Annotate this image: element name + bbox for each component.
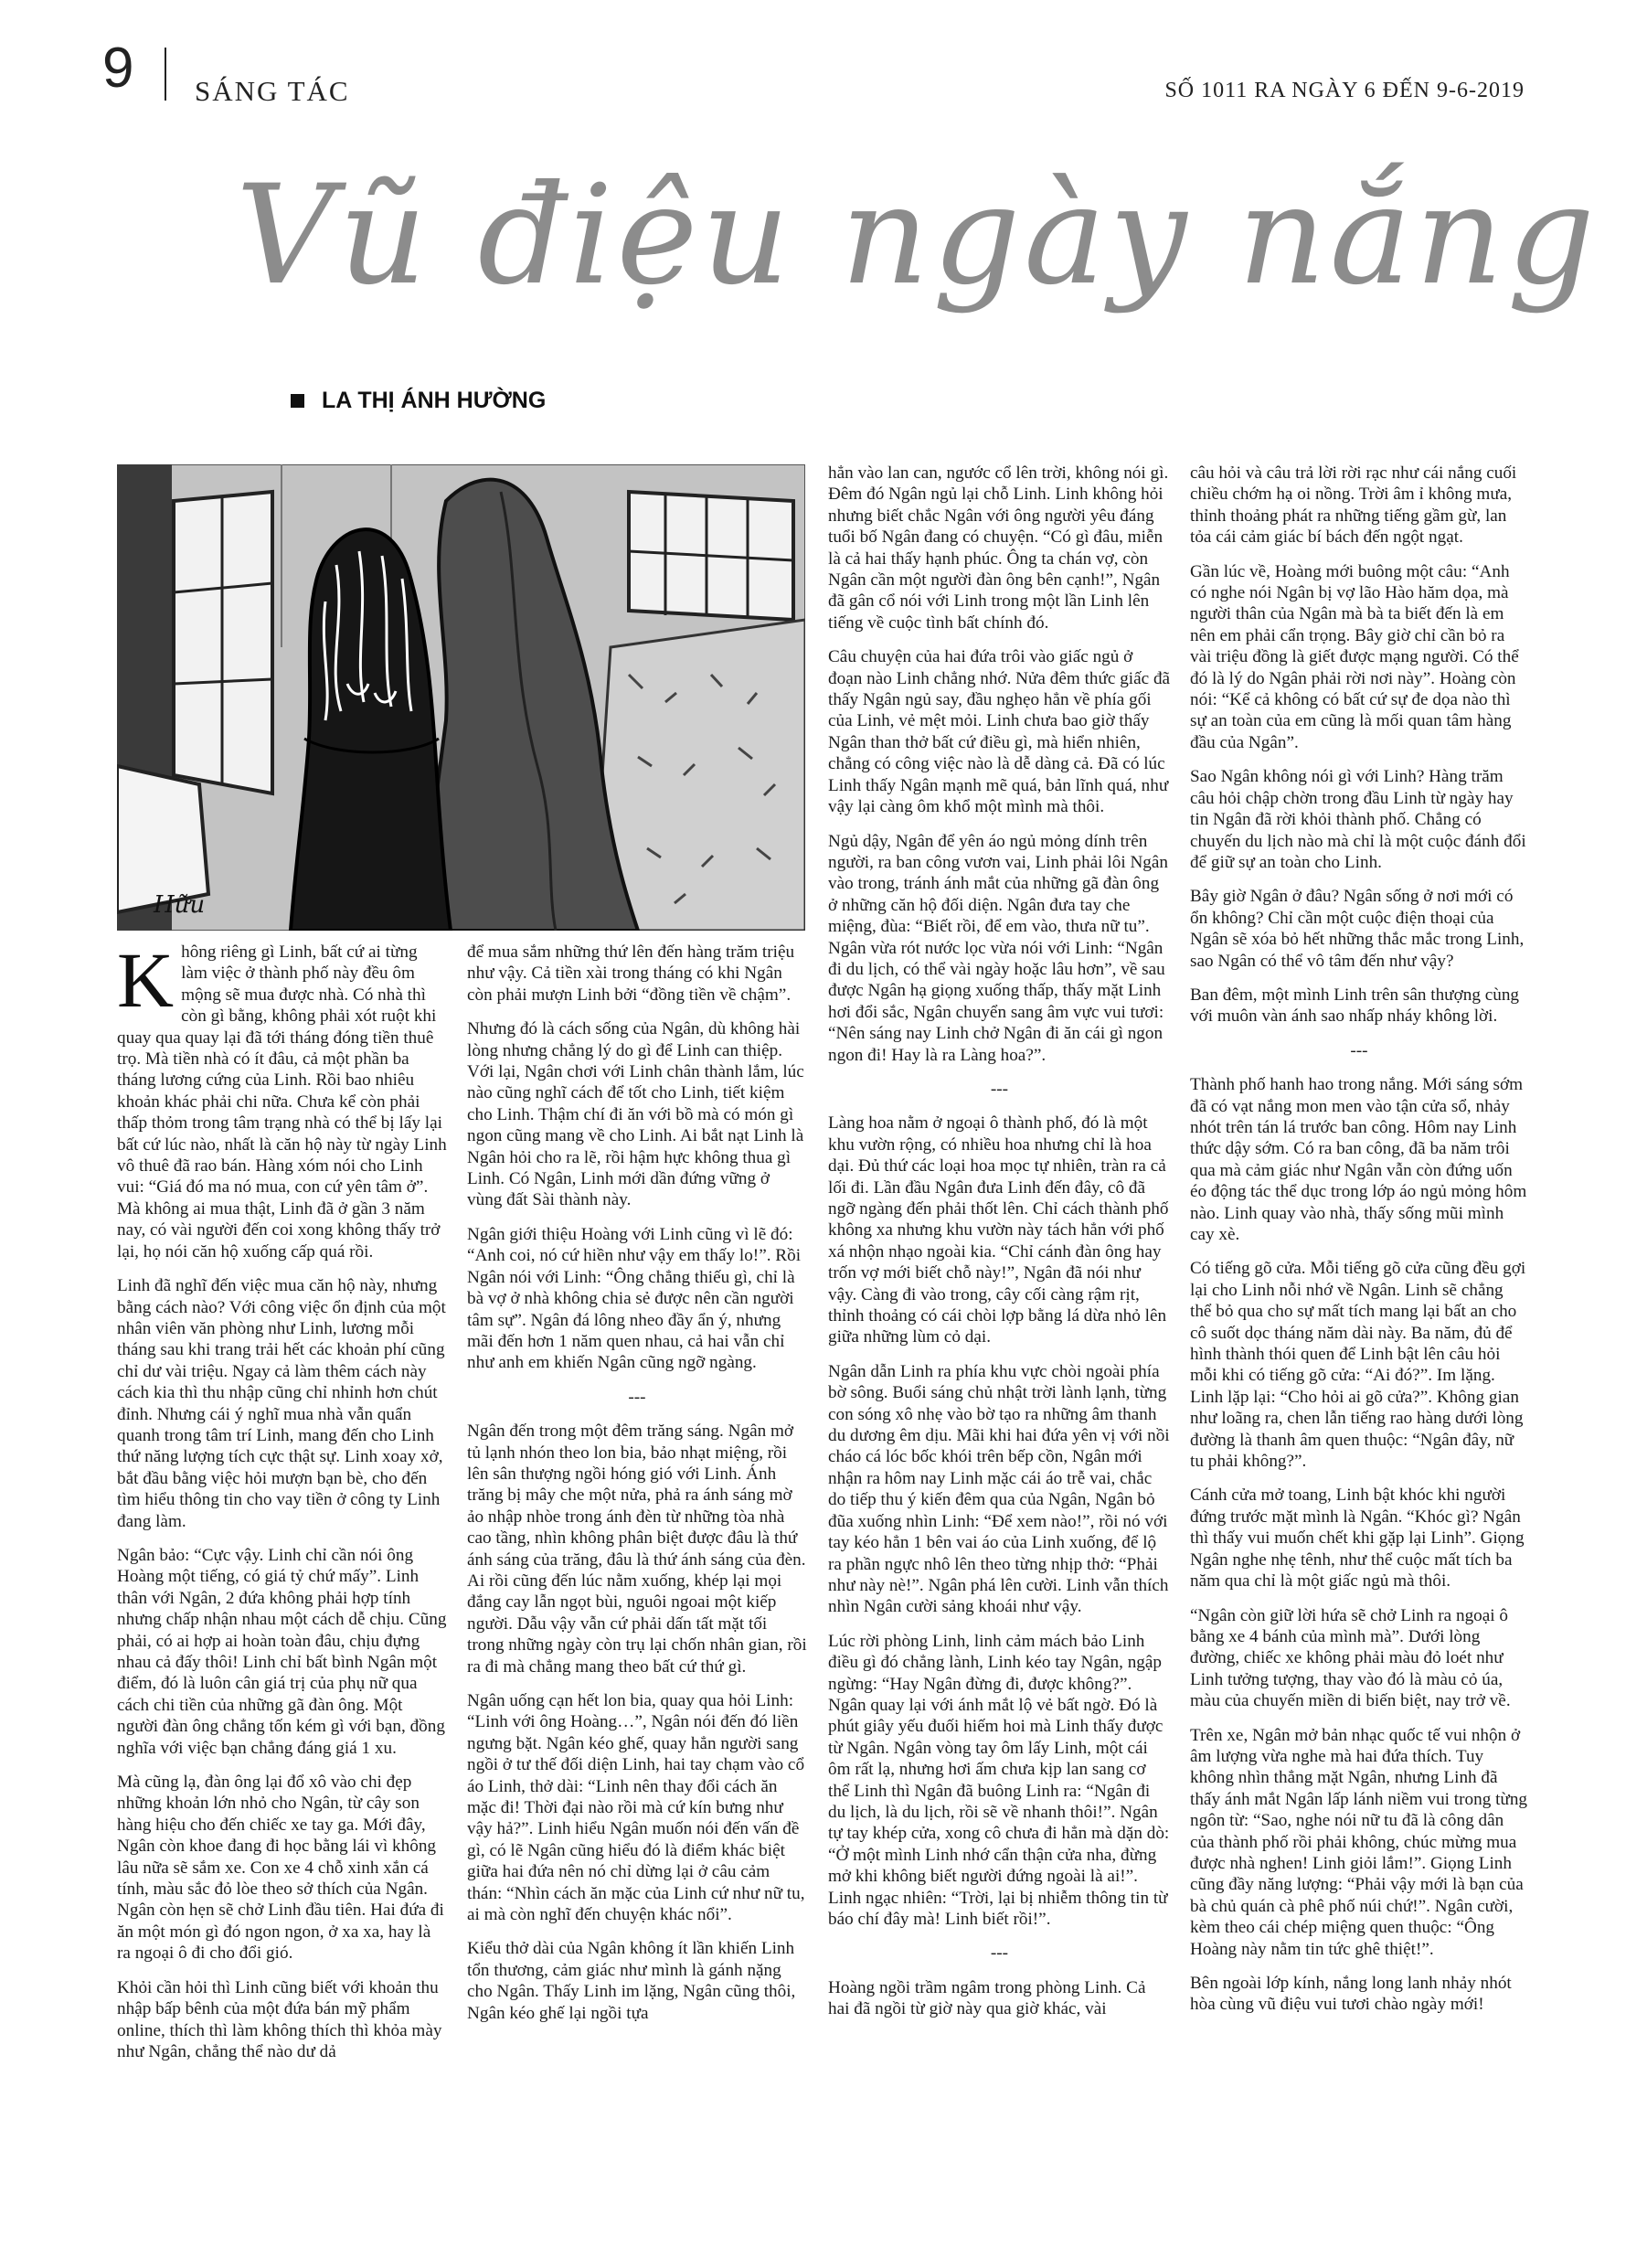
paragraph: Không riêng gì Linh, bất cứ ai từng làm việc ở thành phố này đều ôm mộng sẽ mua được nhà. Có nhà thì còn gì bằng, không phải xót ruột khi quay qua quay lại đã tới tháng đóng tiền thuê trọ. Mà tiền nhà có ít đâu, cả một phần ba tháng lương cứng của Linh. Rồi bao nhiêu khoản khác phải chi nữa. Chưa kể còn phải thấp thỏm trong tâm trạng nhà có thể bị lấy lại bất cứ lúc nào, nhất là căn hộ này từ ngày Linh vô thuê đã rao bán. Hàng xóm nói cho Linh vui: “Giá đó ma nó mua, con cứ yên tâm ở”. Mà không ai mua thật, Linh đã ở gần 3 năm nay, có vài người đến coi xong không thấy trở lại, họ nói căn hộ xuống cấp quá rồi. <box>117 936 447 1262</box>
paragraph: “Ngân còn giữ lời hứa sẽ chở Linh ra ngoại ô bằng xe 4 bánh của mình mà”. Dưới lòng đường, chiếc xe không phải màu đỏ loét như Linh tưởng tượng, thay vào đó là màu cỏ úa, màu của chuyến miền di biến biệt, nay trở về. <box>1190 1605 1511 1711</box>
paragraph: Linh đã nghĩ đến việc mua căn hộ này, nhưng bằng cách nào? Với công việc ổn định của một nhân viên văn phòng như Linh, lương mỗi tháng sau khi trang trải hết các khoản phí cũng chỉ dư vài triệu. Ngay cả làm thêm cách này cách kia thì thu nhập cũng chỉ nhỉnh hơn chút đỉnh. Nhưng cái ý nghĩ mua nhà vẫn quẩn quanh trong tâm trí Linh, mang đến cho Linh thứ năng lượng tích cực thật sự. Linh xoay xở, bắt đầu bằng việc hỏi mượn bạn bè, cho đến tìm hiểu thông tin cho vay tiền ở công ty Linh đang làm. <box>117 1276 446 1531</box>
paragraph: Câu chuyện của hai đứa trôi vào giấc ngủ ở đoạn nào Linh chẳng nhớ. Nửa đêm thức giấc đã thấy Ngân ngủ say, đầu nghẹo hẳn về phía gối của Linh, vẻ mệt mỏi. Linh chưa bao giờ thấy Ngân than thở bất cứ điều gì, mà hiển nhiên, chẳng có công việc nào là dễ dàng cả. Đã có lúc Linh thấy Ngân mạnh mẽ quá, bản lĩnh quá, như vậy lại càng ôm khổ một mình mà thôi. <box>828 647 1171 817</box>
issue-date: SỐ 1011 RA NGÀY 6 ĐẾN 9-6-2019 <box>1164 79 1525 102</box>
text-column-4 <box>1190 463 1528 2028</box>
illustration-signature: Hữu <box>154 891 206 919</box>
text-column-1 <box>117 936 448 2075</box>
text-column-2 <box>467 942 807 2037</box>
paragraph: Bây giờ Ngân ở đâu? Ngân sống ở nơi mới có ổn không? Chỉ cần một cuộc điện thoại của Ngân sẽ xóa bỏ hết những thắc mắc trong Linh, sao Ngân có thể vô tâm đến như vậy? <box>1190 887 1525 971</box>
paragraph: Ngủ dậy, Ngân để yên áo ngủ mỏng dính trên người, ra ban công vươn vai, Linh phải lôi Ngân vào trong, tránh ánh mắt của những gã đàn ông ở những căn hộ đối diện. Ngân đưa tay che miệng, đùa: “Biết rồi, để em vào, thưa nữ tu”. Ngân vừa rót nước lọc vừa nói với Linh: “Ngân đi du lịch, có thể vài ngày hoặc lâu hơn”, về sau được Ngân hạ giọng xuống thấp, thấy mặt Linh hơi đổi sắc, Ngân chuyển sang âm vực vui tươi: “Nên sáng nay Linh chở Ngân đi ăn cái gì ngon ngon đi! Hay là ra Làng hoa?”. <box>828 831 1169 1065</box>
section-separator: --- <box>628 1387 646 1407</box>
author-name: LA THỊ ÁNH HƯỜNG <box>322 388 547 413</box>
paragraph: Ngân đến trong một đêm trăng sáng. Ngân mở tủ lạnh nhón theo lon bia, bảo nhạt miệng, rồi lên sân thượng ngồi hóng gió với Linh. Ánh trăng bị mây che một nửa, phả ra ánh sáng mờ ảo nhập nhòe trong ánh đèn từ những tòa nhà cao tầng, nhìn không phân biệt được đâu là thứ ánh sáng của trăng, đâu là thứ ánh sáng của đèn. Ai rồi cũng đến lúc nằm xuống, khép lại mọi đắng cay lẫn ngọt bùi, nguôi ngoai một kiếp người. Dẫu vậy vẫn cứ phải dấn tất mặt tối trong những ngày còn trụ lại chốn nhân gian, rồi ra đi mà chẳng mang theo bất cứ thứ gì. <box>467 1421 807 1677</box>
paragraph: Ban đêm, một mình Linh trên sân thượng cùng với muôn vàn ánh sao nhấp nháy không lời. <box>1190 985 1520 1027</box>
text-column-3 <box>828 463 1171 2033</box>
paragraph: Hoàng ngồi trầm ngâm trong phòng Linh. Cả hai đã ngồi từ giờ này qua giờ khác, vài <box>828 1977 1146 2019</box>
paragraph: Ngân giới thiệu Hoàng với Linh cũng vì lẽ đó: “Anh coi, nó cứ hiền như vậy em thấy lo!”. Rồi Ngân nói với Linh: “Ông chẳng thiếu gì, chỉ là bà vợ ở nhà không chia sẻ được nên cần người tâm sự”. Ngân đá lông nheo đầy ẩn ý, nhưng mãi đến hơn 1 năm quen nhau, cả hai vẫn chỉ như anh em khiến Ngân cũng ngỡ ngàng. <box>467 1224 802 1373</box>
paragraph: Mà cũng lạ, đàn ông lại đổ xô vào chi đẹp những khoản lớn nhỏ cho Ngân, từ cây son hàng hiệu cho đến chiếc xe tay ga. Mới đây, Ngân còn khoe đang đi học bằng lái vì không lâu nữa sẽ sắm xe. Con xe 4 chỗ xinh xắn cá tính, màu sắc đỏ lòe theo sở thích của Ngân. Ngân còn hẹn sẽ chở Linh đầu tiên. Hai đứa đi ăn một món gì đó ngon ngon, ở xa xa, hay là ra ngoại ô đi cho đổi gió. <box>117 1773 444 1964</box>
header-divider <box>165 48 166 101</box>
article-title: Vũ điệu ngày nắng <box>236 156 1599 315</box>
paragraph: Lúc rời phòng Linh, linh cảm mách bảo Linh điều gì đó chẳng lành, Linh kéo tay Ngân, ngập ngừng: “Hay Ngân đừng đi, được không?”. Ngân quay lại với ánh mắt lộ vẻ bất ngờ. Đó là phút giây yếu đuối hiếm hoi mà Linh thấy được từ Ngân. Ngân vòng tay ôm lấy Linh, một cái ôm rất lạ, nhưng hơi ấm chưa kịp lan sang cơ thể Linh thì Ngân đã buông Linh ra: “Ngân đi du lịch, là du lịch, rồi sẽ về nhanh thôi!”. Ngân tự tay khép cửa, xong cô chưa đi hẳn mà dặn dò: “Ở một mình Linh nhớ cẩn thận cửa nha, đừng mở khi không biết người đứng ngoài là ai!”. Linh ngạc nhiên: “Trời, lại bị nhiễm thông tin từ báo chí đây mà! Linh biết rồi!”. <box>828 1631 1170 1929</box>
paragraph: Thành phố hanh hao trong nắng. Mới sáng sớm đã có vạt nắng mon men vào tận cửa sổ, nhảy nhót trên tán lá trước ban công. Hôm nay Linh thức dậy sớm. Có ra ban công, đã ba năm trôi qua mà cảm giác như Ngân vẫn còn đứng uốn éo động tác thể dục trong lớp áo ngủ mỏng hôm nào. Linh quay vào nhà, thấy sống mũi mình cay xè. <box>1190 1075 1527 1244</box>
section-separator: --- <box>990 1943 1009 1964</box>
paragraph: hẳn vào lan can, ngước cổ lên trời, không nói gì. Đêm đó Ngân ngủ lại chỗ Linh. Linh không hỏi nhưng biết chắc Ngân với ông người yêu đáng tuổi bố Ngân đang có chuyện. “Có gì đâu, miễn là cả hai thấy hạnh phúc. Ông ta chán vợ, còn Ngân cần một người đàn ông bên cạnh!”, Ngân đã gân cổ nói với Linh trong một lần Linh lên tiếng về cuộc tình bất chính đó. <box>828 463 1169 633</box>
paragraph: Ngân bảo: “Cực vậy. Linh chỉ cần nói ông Hoàng một tiếng, có giá tỷ chứ mấy”. Linh thân với Ngân, 2 đứa không phải hợp tính nhưng chấp nhận nhau một cách dễ chịu. Cũng phải, có ai hợp ai hoàn toàn đâu, chịu đựng nhau cả đấy thôi! Linh chỉ bất bình Ngân một điểm, đó là luôn cân giá trị của phụ nữ qua cách chi tiền của những gã đàn ông. Một người đàn ông chẳng tốn kém gì với bạn, đồng nghĩa với việc bạn chẳng đáng giá 1 xu. <box>117 1545 447 1758</box>
section-separator: --- <box>1350 1040 1368 1060</box>
paragraph: Cánh cửa mở toang, Linh bật khóc khi người đứng trước mặt mình là Ngân. “Khóc gì? Ngân thì thấy vui muốn chết khi gặp lại Linh”. Giọng Ngân nghe nhẹ tênh, như thể cuộc mất tích ba năm qua chỉ là một giấc ngủ mà thôi. <box>1190 1485 1525 1592</box>
article-illustration <box>117 464 805 931</box>
paragraph: Có tiếng gõ cửa. Mỗi tiếng gõ cửa cũng đều gợi lại cho Linh nỗi nhớ về Ngân. Linh sẽ chẳng thể bỏ qua cho sự mất tích mang lại bất an cho cô suốt dọc tháng năm dài này. Ba năm, đủ để hình thành thói quen để Linh bật lên câu hỏi mỗi khi có tiếng gõ cửa: “Ai đó?”. Im lặng. Linh lặp lại: “Cho hỏi ai gõ cửa?”. Không gian như loãng ra, chen lẫn tiếng rao hàng dưới lòng đường là thanh âm quen thuộc: “Ngân đây, nữ tu phải không?”. <box>1190 1259 1526 1472</box>
paragraph: Làng hoa nằm ở ngoại ô thành phố, đó là một khu vườn rộng, có nhiều hoa nhưng chỉ là hoa dại. Đủ thứ các loại hoa mọc tự nhiên, tràn ra cả lối đi. Lần đầu Ngân đưa Linh đến đây, cô đã ngỡ ngàng đến phải thốt lên. Chỉ cách thành phố không xa nhưng khu vườn này tách hẳn với phố xá nhộn nhạo ngoài kia. “Chỉ cánh đàn ông hay trốn vợ mới biết chỗ này!”, Ngân đã nói như vậy. Càng đi vào trong, cây cối càng rậm rịt, thỉnh thoảng có cái chòi lợp bằng lá dừa nhỏ lên giữa những lùm cỏ dại. <box>828 1113 1169 1347</box>
drop-cap: K <box>117 936 175 1024</box>
paragraph: Gần lúc về, Hoàng mới buông một câu: “Anh có nghe nói Ngân bị vợ lão Hào hăm dọa, mà người thân của Ngân mà bà ta biết đến là em nên em phải cẩn trọng. Bây giờ chỉ cần bỏ ra vài triệu đồng là giết được mạng người. Có thể đó là lý do Ngân phải rời nơi này”. Hoàng còn nói: “Kể cả không có bất cứ sự đe dọa nào thì sự an toàn của em cũng là mối quan tâm hàng đầu của Ngân”. <box>1190 561 1519 752</box>
author-bullet-icon <box>291 394 304 408</box>
page-number: 9 <box>102 37 134 100</box>
paragraph: câu hỏi và câu trả lời rời rạc như cái nắng cuối chiều chớm hạ oi nồng. Trời âm ỉ không mưa, thỉnh thoảng phát ra những tiếng gầm gừ, lan tỏa cái cảm giác bí bách đến ngột ngạt. <box>1190 463 1517 548</box>
section-title: SÁNG TÁC <box>195 75 350 107</box>
paragraph: Sao Ngân không nói gì với Linh? Hàng trăm câu hỏi chập chờn trong đầu Linh từ ngày hay tin Ngân đã rời khỏi thành phố. Chẳng có chuyến du lịch nào mà chỉ là một cuộc đánh đổi để giữ sự an toàn cho Linh. <box>1190 767 1526 872</box>
paragraph: Ngân uống cạn hết lon bia, quay qua hỏi Linh: “Linh với ông Hoàng…”, Ngân nói đến đó liền ngưng bặt. Ngân kéo ghế, quay hẳn người sang ngồi ở tư thế đối diện Linh, hai tay chạm vào cổ áo Linh, thở dài: “Linh nên thay đổi cách ăn mặc đi! Thời đại nào rồi mà cứ kín bưng như vậy hả?”. Linh hiểu Ngân muốn nói đến vấn đề gì, có lẽ Ngân cũng hiểu đó là điểm khác biệt giữa hai đứa nên nó chỉ dừng lại ở câu cảm thán: “Nhìn cách ăn mặc của Linh cứ như nữ tu, ai mà còn nghĩ đến chuyện khác nổi”. <box>467 1691 805 1925</box>
paragraph: Kiểu thở dài của Ngân không ít lần khiến Linh tổn thương, cảm giác như mình là gánh nặng cho Ngân. Thấy Linh im lặng, Ngân cũng thôi, Ngân kéo ghế lại ngồi tựa <box>467 1939 796 2023</box>
paragraph: để mua sắm những thứ lên đến hàng trăm triệu như vậy. Cả tiền xài trong tháng có khi Ngân còn phải mượn Linh bởi “đồng tiền về chậm”. <box>467 942 795 1005</box>
section-separator: --- <box>990 1079 1009 1099</box>
paragraph: Nhưng đó là cách sống của Ngân, dù không hài lòng nhưng chẳng lý do gì để Linh can thiệp. Với lại, Ngân chơi với Linh chân thành lắm, lúc nào cũng nghĩ cách để tốt cho Linh, tiết kiệm cho Linh. Thậm chí đi ăn với bồ mà có món gì ngon cũng mang về cho Linh. Ai bắt nạt Linh là Ngân hỏi cho ra lẽ, rồi hậm hực không thua gì Linh. Có Ngân, Linh mới dần đứng vững ở vùng đất Sài thành này. <box>467 1019 804 1210</box>
paragraph: Trên xe, Ngân mở bản nhạc quốc tế vui nhộn ở âm lượng vừa nghe mà hai đứa thích. Tuy không nhìn thẳng mặt Ngân, nhưng Linh đã thấy ánh mắt Ngân lấp lánh niềm vui trong từng ngôn từ: “Sao, nghe nói nữ tu đã là công dân của thành phố rồi phải không, chúc mừng mua được nhà nghen! Linh giỏi lắm!”. Giọng Linh cũng đầy năng lượng: “Phải vậy mới là bạn của bà chủ quán cà phê phố núi chứ!”. Ngân cười, kèm theo cái chép miệng quen thuộc: “Ông Hoàng này nằm tin tức ghê thiệt!”. <box>1190 1725 1528 1959</box>
paragraph: Ngân dẫn Linh ra phía khu vực chòi ngoài phía bờ sông. Buổi sáng chủ nhật trời lành lạnh, từng con sóng xô nhẹ vào bờ tạo ra những âm thanh du dương êm dịu. Mãi khi hai đứa yên vị với nồi cháo cá lóc bốc khói trên bếp cồn, Ngân mới nhận ra hôm nay Linh mặc cái áo trễ vai, chắc do tiếp thu ý kiến đêm qua của Ngân, Ngân bỏ đũa xuống nhìn Linh: “Để xem nào!”, rồi nó với tay kéo hẳn 1 bên vai áo của Linh xuống, để lộ ra phần ngực nhô lên theo từng nhịp thở: “Phải như này nè!”. Ngân phá lên cười. Linh vẫn thích nhìn Ngân cười sảng khoái như vậy. <box>828 1361 1170 1617</box>
paragraph: Khỏi cần hỏi thì Linh cũng biết với khoản thu nhập bấp bênh của một đứa bán mỹ phẩm online, thích thì làm không thích thì khỏa mày như Ngân, chẳng thể nào dư dả <box>117 1977 442 2061</box>
paragraph: Bên ngoài lớp kính, nắng long lanh nhảy nhót hòa cùng vũ điệu vui tươi chào ngày mới! <box>1190 1974 1512 2015</box>
